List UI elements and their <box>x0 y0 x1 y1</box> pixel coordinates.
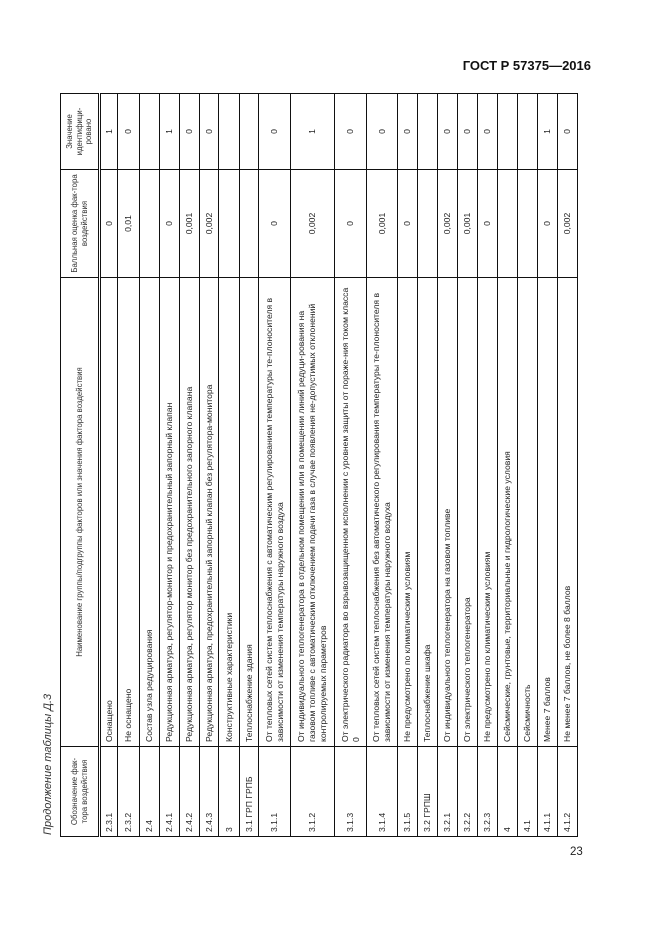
cell-name: Редукционная арматура, регулятор-монитор и предохранительный запорный клапан <box>160 278 180 747</box>
cell-score: 0,001 <box>367 170 398 278</box>
cell-name: Не оснащено <box>118 278 140 747</box>
cell-identified: 1 <box>100 94 118 170</box>
cell-name: Не менее 7 баллов, не более 8 баллов <box>558 278 578 747</box>
column-header-id: Обозначение фак-тора воздействия <box>61 747 100 837</box>
cell-id: 2.3.2 <box>118 747 140 837</box>
cell-name: От электрического теплогенератора <box>458 278 478 747</box>
cell-score: 0 <box>259 170 291 278</box>
cell-id: 2.4.1 <box>160 747 180 837</box>
table-row <box>219 94 240 837</box>
table-row <box>438 94 458 837</box>
cell-id: 4 <box>498 747 518 837</box>
cell-name: От электрического радиатора во взрывозащищенном исполнении с уровнем защиты от пораже-ния током класса 0 <box>335 278 367 747</box>
table-row <box>398 94 418 837</box>
cell-score: 0,001 <box>180 170 200 278</box>
cell-score: 0 <box>478 170 498 278</box>
column-header-name: Наименование группы/подгруппы факторов или значения фактора воздействия <box>61 278 100 747</box>
table-row <box>458 94 478 837</box>
cell-name: Сейсмические, грунтовые, территориальные и гидрологические условия <box>498 278 518 747</box>
cell-identified: 0 <box>438 94 458 170</box>
cell-name: Состав узла редуцирования <box>140 278 160 747</box>
cell-identified: 0 <box>335 94 367 170</box>
cell-name: Теплоснабжение здания <box>240 278 259 747</box>
cell-identified: 0 <box>180 94 200 170</box>
cell-name: От тепловых сетей систем теплоснабжения без автоматического регулирования температуры те-плоносителя в зависимости от изменения температуры наружного воздуха <box>367 278 398 747</box>
cell-score: 0 <box>160 170 180 278</box>
cell-id: 2.4 <box>140 747 160 837</box>
cell-identified: 0 <box>259 94 291 170</box>
table-row <box>240 94 259 837</box>
table-row <box>140 94 160 837</box>
cell-name: Менее 7 баллов <box>538 278 558 747</box>
cell-score: 0 <box>538 170 558 278</box>
table-row <box>335 94 367 837</box>
table-row <box>498 94 518 837</box>
cell-score: 0 <box>100 170 118 278</box>
table-row <box>478 94 498 837</box>
page-number: 23 <box>570 846 583 858</box>
table-row <box>538 94 558 837</box>
cell-identified: 0 <box>118 94 140 170</box>
table-row <box>418 94 438 837</box>
cell-name: Оснащено <box>100 278 118 747</box>
cell-id: 2.4.2 <box>180 747 200 837</box>
cell-id: 3.1.5 <box>398 747 418 837</box>
cell-identified <box>219 94 240 170</box>
table-header-row <box>61 94 100 837</box>
cell-id: 3 <box>219 747 240 837</box>
table-row <box>180 94 200 837</box>
cell-name: Не предусмотрено по климатическим условиям <box>478 278 498 747</box>
cell-score: 0,01 <box>118 170 140 278</box>
cell-id: 3.2.1 <box>438 747 458 837</box>
cell-score: 0,002 <box>558 170 578 278</box>
table-row <box>100 94 118 837</box>
cell-id: 3.1 ГРП ГРПБ <box>240 747 259 837</box>
cell-score <box>240 170 259 278</box>
cell-name: От индивидуального теплогенератора в отдельном помещении или в помещении линий редуци-рования на газовом топливе с автоматическим отключением подачи газа в случае появления не-допустимых отклонений контролируемых параметров <box>291 278 335 747</box>
cell-name: Конструктивные характеристики <box>219 278 240 747</box>
cell-name: От тепловых сетей систем теплоснабжения с автоматическим регулированием температуры те-плоносителя в зависимости от изменения температуры наружного воздуха <box>259 278 291 747</box>
cell-identified: 0 <box>367 94 398 170</box>
cell-score: 0,001 <box>458 170 478 278</box>
cell-identified: 1 <box>291 94 335 170</box>
column-header-identified: Значение идентифици-ровано <box>61 94 100 170</box>
cell-score <box>418 170 438 278</box>
cell-name: Сейсмичность <box>518 278 538 747</box>
cell-id: 3.1.3 <box>335 747 367 837</box>
cell-id: 4.1.2 <box>558 747 578 837</box>
cell-identified: 0 <box>558 94 578 170</box>
column-header-score: Балльная оценка фак-тора воздействия <box>61 170 100 278</box>
table-row <box>518 94 538 837</box>
cell-id: 2.4.3 <box>200 747 219 837</box>
cell-identified <box>498 94 518 170</box>
cell-score: 0,002 <box>438 170 458 278</box>
cell-score <box>498 170 518 278</box>
table-row <box>160 94 180 837</box>
factor-table <box>60 93 578 837</box>
cell-identified <box>518 94 538 170</box>
cell-score <box>140 170 160 278</box>
cell-score: 0 <box>335 170 367 278</box>
rotated-table-block <box>40 94 580 837</box>
cell-id: 3.1.4 <box>367 747 398 837</box>
cell-id: 3.2.2 <box>458 747 478 837</box>
cell-score <box>518 170 538 278</box>
cell-id: 3.1.2 <box>291 747 335 837</box>
table-row <box>291 94 335 837</box>
cell-name: Не предусмотрено по климатическим условиям <box>398 278 418 747</box>
cell-name: Редукционная арматура, регулятор монитор без предохранительного запорного клапана <box>180 278 200 747</box>
cell-id: 3.2.3 <box>478 747 498 837</box>
cell-identified <box>418 94 438 170</box>
cell-identified: 0 <box>458 94 478 170</box>
cell-name: От индивидуального теплогенератора на газовом топливе <box>438 278 458 747</box>
cell-id: 4.1.1 <box>538 747 558 837</box>
cell-identified <box>240 94 259 170</box>
table-row <box>259 94 291 837</box>
cell-score: 0,002 <box>291 170 335 278</box>
cell-score: 0 <box>398 170 418 278</box>
cell-identified <box>140 94 160 170</box>
cell-id: 2.3.1 <box>100 747 118 837</box>
cell-id: 3.1.1 <box>259 747 291 837</box>
cell-score <box>219 170 240 278</box>
table-row <box>558 94 578 837</box>
cell-identified: 1 <box>160 94 180 170</box>
table-row <box>118 94 140 837</box>
cell-identified: 1 <box>538 94 558 170</box>
cell-id: 3.2 ГРПШ <box>418 747 438 837</box>
document-code: ГОСТ Р 57375—2016 <box>462 58 591 73</box>
table-caption: Продолжение таблицы Д.3 <box>42 693 54 835</box>
cell-score: 0,002 <box>200 170 219 278</box>
cell-name: Теплоснабжение шкафа <box>418 278 438 747</box>
cell-identified: 0 <box>478 94 498 170</box>
cell-id: 4.1 <box>518 747 538 837</box>
cell-name: Редукционная арматура, предохранительный запорный клапан без регулятора-монитора <box>200 278 219 747</box>
cell-identified: 0 <box>200 94 219 170</box>
table-body <box>100 94 578 837</box>
table-row <box>200 94 219 837</box>
cell-identified: 0 <box>398 94 418 170</box>
table-row <box>367 94 398 837</box>
